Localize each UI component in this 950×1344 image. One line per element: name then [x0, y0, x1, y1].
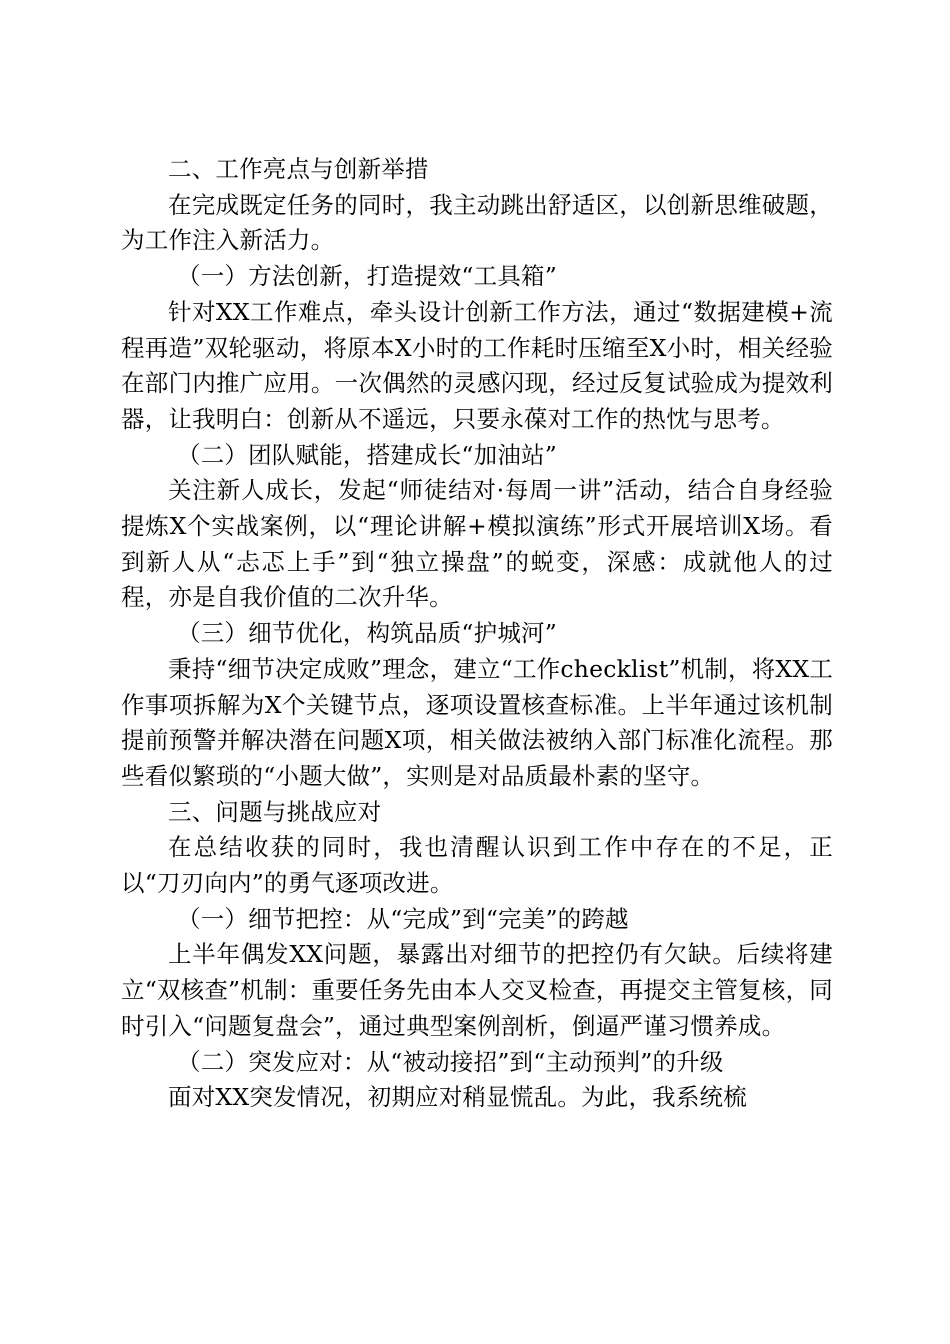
document-body	[121, 152, 833, 1116]
subheading-detail-optimization: （三）细节优化，构筑品质“护城河”	[177, 619, 557, 648]
paragraph-emergency-response: 面对XX突发情况，初期应对稍显慌乱。为此，我系统梳	[168, 1083, 747, 1112]
subheading-team-empowerment: （二）团队赋能，搭建成长“加油站”	[177, 440, 557, 469]
paragraph-team-empowerment: 关注新人成长，发起“师徒结对·每周一讲”活动，结合自身经验提炼X个实战案例，以“理论讲解+模拟演练”形式开展培训X场。看到新人从“忐忑上手”到“独立操盘”的蜕变，深感：成就他人的过程，亦是自我价值的二次升华。	[121, 476, 833, 612]
paragraph-method-innovation: 针对XX工作难点，牵头设计创新工作方法，通过“数据建模+流程再造”双轮驱动，将原本X小时的工作耗时压缩至X小时，相关经验在部门内推广应用。一次偶然的灵感闪现，经过反复试验成为提效利器，让我明白：创新从不遥远，只要永葆对工作的热忱与思考。	[121, 297, 833, 433]
paragraph-highlights-intro: 在完成既定任务的同时，我主动跳出舒适区，以创新思维破题，为工作注入新活力。	[121, 190, 833, 255]
section-heading-highlights: 二、工作亮点与创新举措	[168, 155, 429, 183]
paragraph-detail-optimization: 秉持“细节决定成败”理念，建立“工作checklist”机制，将XX工作事项拆解为X个关键节点，逐项设置核查标准。上半年通过该机制提前预警并解决潜在问题X项，相关做法被纳入部门标准化流程。那些看似繁琐的“小题大做”，实则是对品质最朴素的坚守。	[121, 654, 833, 790]
subheading-detail-control: （一）细节把控：从“完成”到“完美”的跨越	[177, 904, 629, 933]
subheading-method-innovation: （一）方法创新，打造提效“工具箱”	[177, 262, 557, 291]
paragraph-problems-intro: 在总结收获的同时，我也清醒认识到工作中存在的不足，正以“刀刃向内”的勇气逐项改进。	[121, 833, 833, 898]
section-heading-problems: 三、问题与挑战应对	[168, 797, 382, 826]
subheading-emergency-response: （二）突发应对：从“被动接招”到“主动预判”的升级	[177, 1047, 724, 1076]
paragraph-detail-control: 上半年偶发XX问题，暴露出对细节的把控仍有欠缺。后续将建立“双核查”机制：重要任务先由本人交叉检查，再提交主管复核，同时引入“问题复盘会”，通过典型案例剖析，倒逼严谨习惯养成。	[121, 940, 833, 1040]
